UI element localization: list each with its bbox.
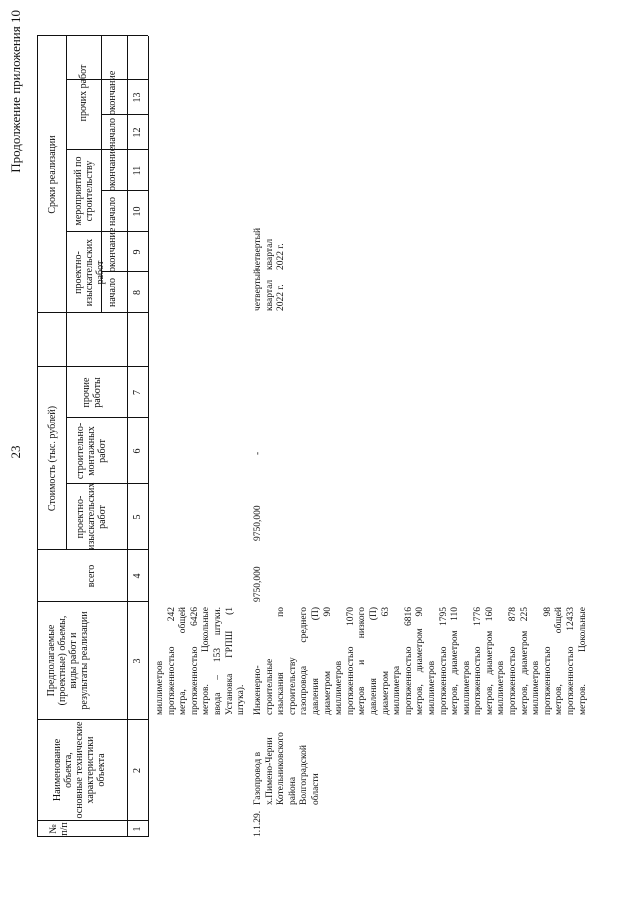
col-number-13: 13 xyxy=(132,92,143,103)
header-design-cost: проектно- изыскательских работ xyxy=(75,482,108,550)
col-number-9: 9 xyxy=(132,249,143,255)
header-design-works: проектно- изыскательских работ xyxy=(73,238,106,307)
header-design-end: окончание xyxy=(107,227,118,272)
col-number-12: 12 xyxy=(132,127,143,138)
col-number-6: 6 xyxy=(132,448,143,454)
header-num: № п/п xyxy=(48,822,70,836)
header-other-cost: прочие работы xyxy=(81,377,103,408)
col-number-1: 1 xyxy=(132,826,143,832)
header-design-start: начало xyxy=(107,278,118,307)
row-design-cost: 9750,000 xyxy=(253,505,263,541)
table-top-border xyxy=(37,36,38,837)
header-cost-group: Стоимость (тыс. рублей) xyxy=(47,405,58,512)
header-other-end: окончание xyxy=(107,70,118,115)
col-number-7: 7 xyxy=(132,390,143,395)
header-group-line xyxy=(66,36,67,550)
page-number: 23 xyxy=(8,445,23,459)
col-number-2: 2 xyxy=(132,768,143,773)
header-deadlines-group: Сроки реализации xyxy=(47,135,58,214)
header-bottom-line xyxy=(127,36,128,837)
continued-volumes-text: миллиметров протяженностью 242 метра, общей протяженностью 6426 метров. Цокольные ввода – 153 штуки. Установка ГРПШ (1 штука). xyxy=(155,607,247,715)
col-number-8: 8 xyxy=(132,290,143,295)
header-construction-start: начало xyxy=(107,197,118,226)
row-design-end: четвертый квартал 2022 г. xyxy=(253,227,287,270)
header-construction-end: окончание xyxy=(107,146,118,191)
header-object-name: Наименование объекта, основные технические характеристики объекта xyxy=(52,721,107,819)
header-total: всего xyxy=(86,564,97,588)
col-number-10: 10 xyxy=(132,206,143,217)
col-number-11: 11 xyxy=(132,165,143,176)
continuation-title: Продолжение приложения 10 xyxy=(8,10,23,173)
row-volumes-text: Инженерно- строительные изыскания по строительству газопровода среднего давления (П) диаметром 90 миллиметров протяженностью 1070 метров и низкого давления (П) диаметром 63 миллиметра протяженностью 6816 метров, диаметром 90 миллиметров протяженностью 1795 метров, диаметром 110 миллиметров протяженностью 1776 метров, диаметром 160 миллиметров протяженностью 878 метров, диаметром 225 миллиметров протяженностью 98 метров, общей протяженностью 12433 метров. Цокольные xyxy=(253,607,588,715)
header-volumes: Предполагаемые (проектные) объемы, виды работ и результаты реализации xyxy=(46,611,90,710)
header-construction-cost: строительно- монтажных работ xyxy=(75,422,108,480)
col-number-4: 4 xyxy=(132,573,143,579)
header-other-works: прочих работ xyxy=(78,64,89,122)
col-number-3: 3 xyxy=(132,658,143,664)
col-number-5: 5 xyxy=(132,514,143,520)
row-construction-cost: - xyxy=(253,451,263,455)
row-total-cost: 9750,000 xyxy=(253,566,263,602)
row-object-name: Газопровод в х.Пимено-Черни Котельниковского района Волгоградской области xyxy=(253,732,321,805)
column-number-line xyxy=(148,36,149,837)
header-construction-measures: мероприятий по строительству xyxy=(73,156,95,226)
header-other-start: начало xyxy=(107,118,118,147)
row-design-start: четвертый квартал 2022 г. xyxy=(253,268,287,311)
row-number: 1.1.29. xyxy=(253,810,263,837)
